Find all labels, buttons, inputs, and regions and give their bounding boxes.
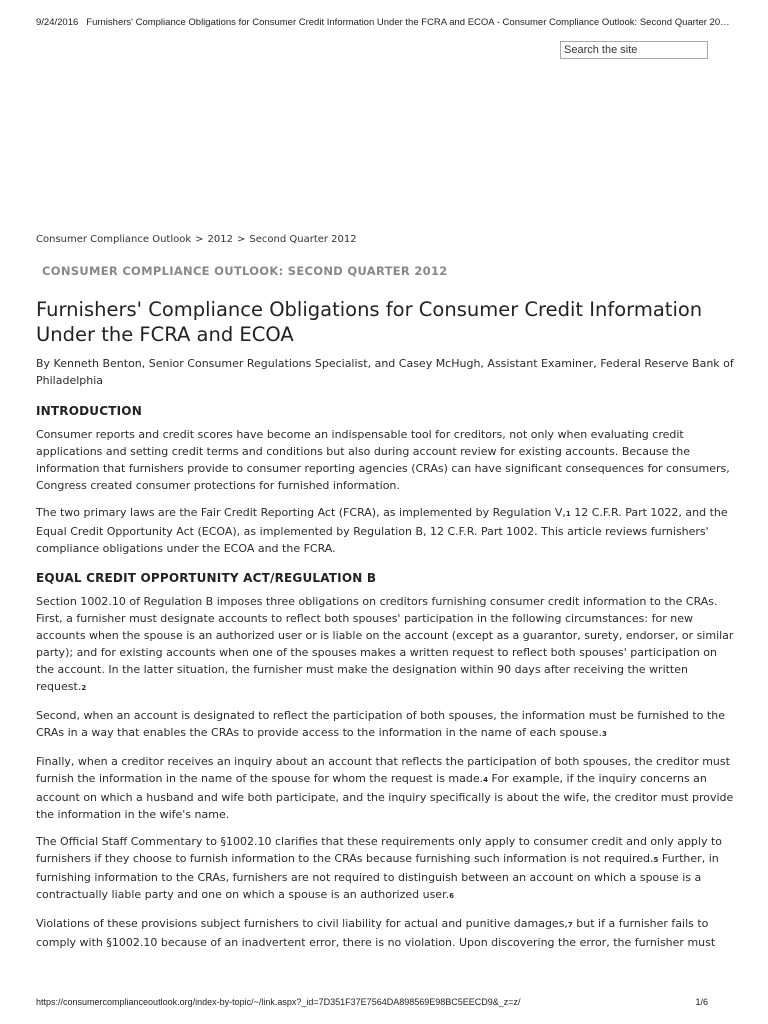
print-footer (36, 997, 708, 1007)
breadcrumb-item-current: Second Quarter 2012 (249, 234, 357, 245)
search-input[interactable] (560, 41, 708, 59)
paragraph-staff-commentary: The Official Staff Commentary to §1002.10 clarifies that these requirements only apply to consumer credit and only apply to furnishers if they choose to furnish information to the CRAs because furnishing such information is not required.5 Further, in furnishing information to the CRAs, furnishers are not required to distinguish between an account on which a spouse is a contractually liable party and one on which a spouse is an authorized user.6 (36, 835, 723, 901)
footnote-ref-1[interactable]: 1 (565, 510, 571, 518)
print-date: 9/24/2016 (36, 17, 79, 28)
footnote-ref-6[interactable]: 6 (449, 892, 454, 900)
breadcrumb-item-year[interactable]: 2012 (207, 234, 233, 245)
breadcrumb (36, 234, 357, 245)
footnote-ref-5[interactable]: 5 (653, 856, 659, 864)
footnote-ref-3[interactable]: 3 (601, 730, 607, 738)
paragraph-second-obligation: Second, when an account is designated to reflect the participation of both spouses, the information must be furnished to the CRAs in a way that enables the CRAs to provide access to the information in the name of each spouse.3 (36, 709, 725, 739)
page-title: Furnishers' Compliance Obligations for Consumer Credit Information Under the FCRA and ECOA (36, 298, 703, 346)
footnote-ref-7[interactable]: 7 (567, 921, 573, 929)
paragraph-intro: Consumer reports and credit scores have become an indispensable tool for creditors, not only when evaluating credit applications and setting credit terms and conditions but also during account review for existing accounts. Because the information that furnishers provide to consumer reporting agencies (CRAs) can have significant consequences for consumers, Congress created consumer protections for furnished information. (36, 428, 730, 492)
heading-introduction: INTRODUCTION (36, 404, 142, 418)
heading-ecoa: EQUAL CREDIT OPPORTUNITY ACT/REGULATION B (36, 571, 377, 585)
section-label: CONSUMER COMPLIANCE OUTLOOK: SECOND QUARTER 2012 (42, 264, 448, 278)
print-url: https://consumercomplianceoutlook.org/index-by-topic/~/link.aspx?_id=7D351F37E7564DA898569E98BC5EECD9&_z=z/ (36, 997, 521, 1007)
breadcrumb-item-outlook[interactable]: Consumer Compliance Outlook (36, 234, 192, 245)
breadcrumb-separator: > (237, 234, 246, 245)
page-number: 1/6 (695, 997, 708, 1007)
article-body (36, 404, 734, 961)
paragraph-section-1002-10: Section 1002.10 of Regulation B imposes three obligations on creditors furnishing consumer credit information to the CRAs. First, a furnisher must designate accounts to reflect both spouses' participation in the following circumstances: for new accounts when the spouse is an authorized user or is liable on the account (except as a guarantor, surety, endorser, or similar party); and for existing accounts when one of the spouses makes a written request to reflect both spouses' participation on the account. In the latter situation, the furnisher must make the designation within 90 days after receiving the written request.2 (36, 595, 734, 693)
footnote-ref-2[interactable]: 2 (81, 684, 87, 692)
paragraph-primary-laws: The two primary laws are the Fair Credit Reporting Act (FCRA), as implemented by Regulation V,1 12 C.F.R. Part 1022, and the Equal Credit Opportunity Act (ECOA), as implemented by Regulation B, 12 C.F.R. Part 1002. This article reviews furnishers' compliance obligations under the ECOA and the FCRA. (36, 506, 728, 555)
print-header (36, 17, 748, 28)
byline: By Kenneth Benton, Senior Consumer Regulations Specialist, and Casey McHugh, Assistant Examiner, Federal Reserve Bank of Philadelphia (36, 357, 734, 387)
paragraph-violations: Violations of these provisions subject furnishers to civil liability for actual and punitive damages,7 but if a furnisher fails to comply with §1002.10 because of an inadvertent error, there is no violation. Upon discovering the error, the furnisher must (36, 917, 716, 949)
paragraph-third-obligation: Finally, when a creditor receives an inquiry about an account that reflects the participation of both spouses, the creditor must furnish the information in the name of the spouse for whom the request is made.4 For example, if the inquiry concerns an account on which a husband and wife both participate, and the inquiry specifically is about the wife, the creditor must provide the information in the wife's name. (36, 755, 734, 821)
breadcrumb-separator: > (195, 234, 204, 245)
footnote-ref-4[interactable]: 4 (483, 776, 489, 784)
print-doc-title: Furnishers' Compliance Obligations for Consumer Credit Information Under the FCRA and ECOA - Consumer Compliance Outlook: Second Quarter 20… (86, 17, 730, 28)
